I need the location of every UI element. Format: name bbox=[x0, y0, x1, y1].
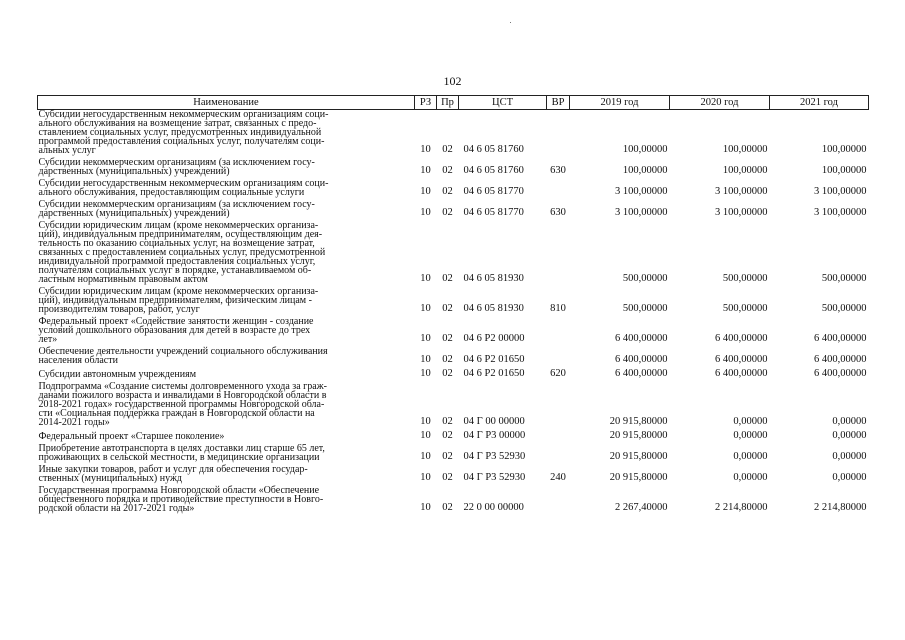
cell-name-line: индивидуальной программой предоставления социальных услуг, bbox=[38, 256, 316, 267]
col-header-rz: РЗ bbox=[415, 96, 437, 110]
cell-rz: 10 bbox=[420, 502, 431, 513]
col-header-pr: Пр bbox=[437, 96, 459, 110]
cell-name bbox=[38, 177, 415, 198]
cell-rz: 10 bbox=[420, 333, 431, 344]
cell-name-line: населения области bbox=[38, 355, 118, 366]
cell-cst: 04 6 05 81930 bbox=[463, 303, 524, 314]
cell-name-line: дарственных (муниципальных) учреждений) bbox=[38, 208, 230, 219]
cell-pr: 02 bbox=[442, 354, 453, 365]
cell-vr bbox=[547, 219, 570, 285]
cell-name bbox=[38, 428, 415, 442]
col-header-2021: 2021 год bbox=[770, 96, 869, 110]
cell-2019: 20 915,80000 bbox=[609, 416, 668, 427]
cell-vr bbox=[547, 380, 570, 428]
cell-name-line: дарственных (муниципальных) учреждений) bbox=[38, 166, 230, 177]
cell-rz: 10 bbox=[420, 472, 431, 483]
cell-name-line: 2014-2021 годы» bbox=[38, 417, 110, 428]
cell-2020: 3 100,00000 bbox=[715, 207, 768, 218]
cell-2020: 6 400,00000 bbox=[715, 354, 768, 365]
cell-cst: 04 Г P3 52930 bbox=[463, 472, 526, 483]
cell-cst: 04 6 P2 01650 bbox=[463, 368, 525, 379]
cell-2021: 3 100,00000 bbox=[814, 207, 867, 218]
cell-rz: 10 bbox=[420, 165, 431, 176]
cell-name-line: связанных с предоставлением социальных услуг, предусмотренной bbox=[38, 247, 326, 258]
cell-name-line: Иные закупки товаров, работ и услуг для обеспечения государ- bbox=[38, 464, 308, 475]
cell-name-line: проживающих в сельской местности, в медицинские организации bbox=[38, 452, 320, 463]
cell-vr bbox=[547, 110, 570, 157]
cell-rz: 10 bbox=[420, 207, 431, 218]
budget-table bbox=[37, 95, 869, 514]
col-header-vr: ВР bbox=[547, 96, 570, 110]
cell-2020: 100,00000 bbox=[722, 144, 768, 155]
table-row bbox=[38, 177, 869, 198]
cell-2020: 3 100,00000 bbox=[715, 186, 768, 197]
cell-name-line: тельность по оказанию социальных услуг, на возмещение затрат, bbox=[38, 238, 315, 249]
cell-cst: 04 6 05 81770 bbox=[463, 207, 524, 218]
cell-name bbox=[38, 345, 415, 366]
cell-vr: 240 bbox=[550, 472, 566, 483]
cell-2021: 0,00000 bbox=[832, 451, 867, 462]
cell-rz: 10 bbox=[420, 354, 431, 365]
cell-2019: 20 915,80000 bbox=[609, 430, 668, 441]
cell-vr: 620 bbox=[550, 368, 566, 379]
cell-2021: 100,00000 bbox=[821, 165, 867, 176]
table-row bbox=[38, 442, 869, 463]
cell-name-line: Федеральный проект «Содействие занятости женщин - создание bbox=[38, 316, 314, 327]
scan-speck bbox=[510, 22, 511, 23]
cell-2021: 6 400,00000 bbox=[814, 354, 867, 365]
cell-2021: 0,00000 bbox=[832, 416, 867, 427]
cell-pr: 02 bbox=[442, 451, 453, 462]
cell-2021: 0,00000 bbox=[832, 430, 867, 441]
cell-pr: 02 bbox=[442, 416, 453, 427]
cell-pr: 02 bbox=[442, 368, 453, 379]
table-row bbox=[38, 285, 869, 315]
cell-2020: 6 400,00000 bbox=[715, 333, 768, 344]
cell-name-line: Федеральный проект «Старшее поколение» bbox=[38, 431, 225, 442]
cell-2020: 0,00000 bbox=[733, 416, 768, 427]
cell-name-line: общественного порядка и противодействие преступности в Новго- bbox=[38, 494, 324, 505]
cell-2019: 100,00000 bbox=[622, 144, 668, 155]
cell-name bbox=[38, 285, 415, 315]
cell-2020: 100,00000 bbox=[722, 165, 768, 176]
cell-name bbox=[38, 198, 415, 219]
cell-2019: 20 915,80000 bbox=[609, 451, 668, 462]
cell-2019: 100,00000 bbox=[622, 165, 668, 176]
cell-name-line: Субсидии юридическим лицам (кроме некоммерческих организа- bbox=[38, 286, 319, 297]
cell-name-line: условий дошкольного образования для детей в возрасте до трех bbox=[38, 325, 311, 336]
cell-name-line: лет» bbox=[38, 334, 58, 345]
cell-vr: 630 bbox=[550, 207, 566, 218]
cell-name-line: ций), индивидуальным предпринимателям, физическим лицам - bbox=[38, 295, 312, 306]
cell-name-line: ций), индивидуальным предпринимателям, осуществляющим дея- bbox=[38, 229, 323, 240]
cell-vr: 630 bbox=[550, 165, 566, 176]
cell-name-line: ластным нормативным правовым актом bbox=[38, 274, 208, 285]
table-row bbox=[38, 366, 869, 380]
cell-pr: 02 bbox=[442, 207, 453, 218]
table-row bbox=[38, 428, 869, 442]
cell-2020: 2 214,80000 bbox=[715, 502, 768, 513]
cell-name bbox=[38, 484, 415, 514]
cell-pr: 02 bbox=[442, 273, 453, 284]
cell-2021: 6 400,00000 bbox=[814, 333, 867, 344]
cell-name-line: Субсидии юридическим лицам (кроме некоммерческих организа- bbox=[38, 220, 319, 231]
cell-cst: 04 6 P2 00000 bbox=[463, 333, 525, 344]
cell-vr bbox=[547, 442, 570, 463]
cell-2021: 500,00000 bbox=[821, 303, 867, 314]
cell-cst: 04 Г P3 00000 bbox=[463, 430, 526, 441]
cell-2019: 20 915,80000 bbox=[609, 472, 668, 483]
cell-2020: 500,00000 bbox=[722, 303, 768, 314]
col-header-name: Наименование bbox=[38, 96, 415, 110]
cell-2021: 0,00000 bbox=[832, 472, 867, 483]
table-row bbox=[38, 110, 869, 157]
cell-2019: 3 100,00000 bbox=[615, 207, 668, 218]
cell-pr: 02 bbox=[442, 430, 453, 441]
cell-name bbox=[38, 156, 415, 177]
cell-name bbox=[38, 366, 415, 380]
col-header-cst: ЦСТ bbox=[459, 96, 547, 110]
cell-name-line: Субсидии некоммерческим организациям (за исключением госу- bbox=[38, 157, 315, 168]
cell-vr bbox=[547, 345, 570, 366]
cell-rz: 10 bbox=[420, 144, 431, 155]
cell-cst: 04 6 P2 01650 bbox=[463, 354, 525, 365]
col-header-2019: 2019 год bbox=[570, 96, 670, 110]
cell-name-line: сти «Социальная поддержка граждан в Новгородской области на bbox=[38, 408, 315, 419]
cell-name-line: ственных (муниципальных) нужд bbox=[38, 473, 182, 484]
cell-name-line: Приобретение автотранспорта в целях доставки лиц старше 65 лет, bbox=[38, 443, 325, 454]
cell-cst: 04 Г 00 00000 bbox=[463, 416, 525, 427]
cell-pr: 02 bbox=[442, 502, 453, 513]
cell-cst: 04 6 05 81760 bbox=[463, 165, 524, 176]
table-row bbox=[38, 463, 869, 484]
cell-name-line: Обеспечение деятельности учреждений социального обслуживания bbox=[38, 346, 328, 357]
page-number: 102 bbox=[443, 74, 462, 88]
cell-2021: 100,00000 bbox=[821, 144, 867, 155]
cell-2019: 500,00000 bbox=[622, 303, 668, 314]
cell-cst: 04 6 05 81770 bbox=[463, 186, 524, 197]
cell-rz: 10 bbox=[420, 273, 431, 284]
cell-name-line: родской области на 2017-2021 годы» bbox=[38, 503, 195, 514]
col-header-2020: 2020 год bbox=[670, 96, 770, 110]
cell-rz: 10 bbox=[420, 416, 431, 427]
cell-rz: 10 bbox=[420, 186, 431, 197]
cell-2019: 6 400,00000 bbox=[615, 368, 668, 379]
cell-pr: 02 bbox=[442, 303, 453, 314]
cell-pr: 02 bbox=[442, 144, 453, 155]
cell-2021: 500,00000 bbox=[821, 273, 867, 284]
cell-name bbox=[38, 442, 415, 463]
cell-vr bbox=[547, 315, 570, 345]
cell-name bbox=[38, 315, 415, 345]
cell-name-line: альных услуг bbox=[38, 145, 96, 156]
cell-rz: 10 bbox=[420, 303, 431, 314]
cell-name-line: получателям социальных услуг в порядке, устанавливаемом об- bbox=[38, 265, 312, 276]
table-row bbox=[38, 380, 869, 428]
cell-pr: 02 bbox=[442, 333, 453, 344]
table-body bbox=[38, 110, 869, 515]
cell-2021: 3 100,00000 bbox=[814, 186, 867, 197]
cell-2019: 6 400,00000 bbox=[615, 333, 668, 344]
cell-cst: 04 6 05 81760 bbox=[463, 144, 524, 155]
cell-name-line: данами пожилого возраста и инвалидами в Новгородской области в bbox=[38, 390, 327, 401]
cell-2020: 500,00000 bbox=[722, 273, 768, 284]
cell-name-line: Субсидии негосударственным некоммерческим организациям соци- bbox=[38, 178, 329, 189]
table-row bbox=[38, 219, 869, 285]
cell-rz: 10 bbox=[420, 451, 431, 462]
cell-vr bbox=[547, 484, 570, 514]
cell-name bbox=[38, 110, 415, 157]
table-row bbox=[38, 484, 869, 514]
cell-name-line: 2018-2021 годах» государственной программы Новгородской обла- bbox=[38, 399, 325, 410]
cell-cst: 04 Г P3 52930 bbox=[463, 451, 526, 462]
cell-name-line: производителям товаров, работ, услуг bbox=[38, 304, 200, 315]
cell-2021: 6 400,00000 bbox=[814, 368, 867, 379]
cell-pr: 02 bbox=[442, 472, 453, 483]
table-row bbox=[38, 198, 869, 219]
cell-name-line: ального обслуживания, предоставляющим социальные услуги bbox=[38, 187, 305, 198]
cell-vr bbox=[547, 177, 570, 198]
table-row bbox=[38, 345, 869, 366]
cell-name-line: программой предоставления социальных услуг, получателям соци- bbox=[38, 136, 325, 147]
cell-name-line: ставлением социальных услуг, предусмотренных индивидуальной bbox=[38, 127, 322, 138]
cell-2020: 0,00000 bbox=[733, 430, 768, 441]
cell-2019: 3 100,00000 bbox=[615, 186, 668, 197]
cell-name bbox=[38, 463, 415, 484]
cell-name bbox=[38, 380, 415, 428]
cell-name-line: Субсидии некоммерческим организациям (за исключением госу- bbox=[38, 199, 315, 210]
cell-2019: 500,00000 bbox=[622, 273, 668, 284]
cell-rz: 10 bbox=[420, 368, 431, 379]
cell-name-line: ального обслуживания на возмещение затрат, связанных с предо- bbox=[38, 118, 317, 129]
cell-2019: 6 400,00000 bbox=[615, 354, 668, 365]
table-row bbox=[38, 156, 869, 177]
cell-2020: 0,00000 bbox=[733, 451, 768, 462]
cell-cst: 22 0 00 00000 bbox=[463, 502, 524, 513]
cell-pr: 02 bbox=[442, 186, 453, 197]
cell-rz: 10 bbox=[420, 430, 431, 441]
cell-name-line: Государственная программа Новгородской области «Обеспечение bbox=[38, 485, 320, 496]
cell-name bbox=[38, 219, 415, 285]
cell-2020: 0,00000 bbox=[733, 472, 768, 483]
cell-cst: 04 6 05 81930 bbox=[463, 273, 524, 284]
cell-vr bbox=[547, 428, 570, 442]
table-row bbox=[38, 315, 869, 345]
cell-2021: 2 214,80000 bbox=[814, 502, 867, 513]
cell-name-line: Субсидии негосударственным некоммерческим организациям соци- bbox=[38, 109, 329, 120]
cell-pr: 02 bbox=[442, 165, 453, 176]
cell-name-line: Субсидии автономным учреждениям bbox=[38, 369, 197, 380]
cell-vr: 810 bbox=[550, 303, 566, 314]
cell-name-line: Подпрограмма «Создание системы долговременного ухода за граж- bbox=[38, 381, 327, 392]
cell-2020: 6 400,00000 bbox=[715, 368, 768, 379]
header-row bbox=[38, 96, 869, 110]
cell-2019: 2 267,40000 bbox=[615, 502, 668, 513]
